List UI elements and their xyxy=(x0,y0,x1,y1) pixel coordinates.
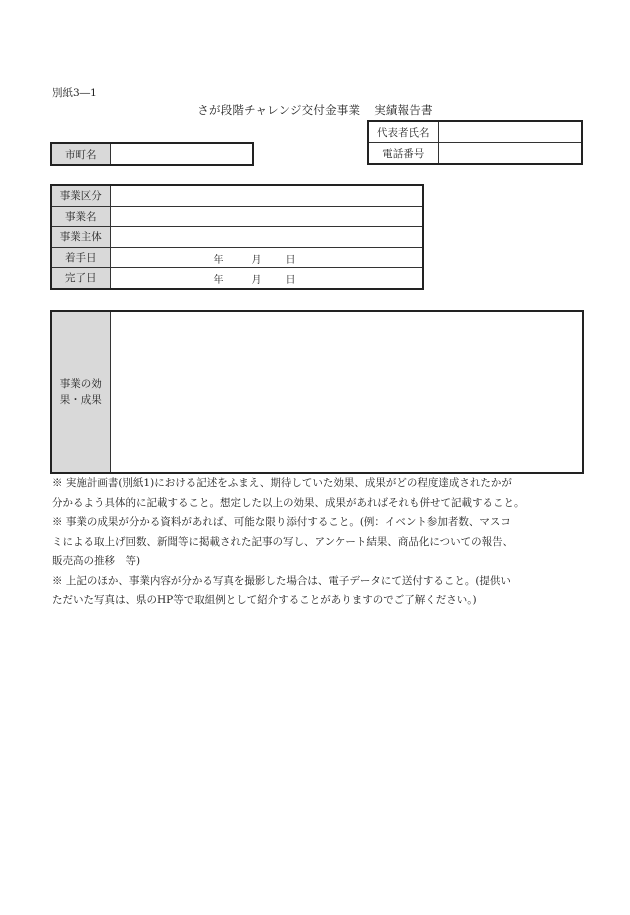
effect-label-line1: 事業の効 xyxy=(59,378,102,390)
end-date-label: 完了日 xyxy=(51,268,110,289)
project-category-row xyxy=(51,185,423,206)
municipality-row xyxy=(51,143,253,165)
project-owner-label: 事業主体 xyxy=(51,227,110,248)
project-info-table xyxy=(50,184,424,290)
project-category-label: 事業区分 xyxy=(51,185,110,206)
note-line: ミによる取上げ回数、新聞等に掲載された記事の写し、アンケート結果、商品化についての報告、 xyxy=(52,535,514,548)
representative-name-label: 代表者氏名 xyxy=(368,121,438,143)
start-month-label: 月 xyxy=(251,254,262,266)
effect-label xyxy=(51,311,110,473)
start-day-label: 日 xyxy=(285,254,296,266)
project-owner-row xyxy=(51,227,423,248)
note-line: 販売高の推移 等) xyxy=(52,555,141,567)
project-name-label: 事業名 xyxy=(51,206,110,227)
note-line: 分かるよう具体的に記載すること。想定した以上の効果、成果があればそれも併せて記載すること。 xyxy=(52,496,525,509)
end-day-label: 日 xyxy=(285,275,296,286)
form-id: 別紙3―1 xyxy=(52,87,97,99)
start-date-field[interactable] xyxy=(110,247,423,268)
effect-field[interactable] xyxy=(110,311,583,473)
start-date-label: 着手日 xyxy=(51,247,110,268)
note-line: ただいた写真は、県のHP等で取組例として紹介することがありますのでご了解ください。) xyxy=(52,594,477,606)
notes xyxy=(52,474,582,611)
document-title xyxy=(0,102,630,118)
end-date-row xyxy=(51,268,423,289)
title-main: さが段階チャレンジ交付金事業 xyxy=(197,103,361,117)
project-owner-field[interactable] xyxy=(110,227,423,248)
municipality-label: 市町名 xyxy=(51,143,110,165)
representative-name-row xyxy=(368,121,582,143)
municipality-field[interactable] xyxy=(110,143,253,165)
phone-label: 電話番号 xyxy=(368,143,438,165)
project-name-row xyxy=(51,206,423,227)
start-date-row xyxy=(51,247,423,268)
end-date-field[interactable] xyxy=(110,268,423,289)
representative-table xyxy=(367,120,583,165)
phone-row xyxy=(368,143,582,165)
note-line: ※ 実施計画書(別紙1)における記述をふまえ、期待していた効果、成果がどの程度達成されたかが xyxy=(52,477,512,489)
phone-field[interactable] xyxy=(438,143,582,165)
note-line: ※ 上記のほか、事業内容が分かる写真を撮影した場合は、電子データにて送付すること。(提供い xyxy=(52,574,511,587)
project-category-field[interactable] xyxy=(110,185,423,206)
effect-table xyxy=(50,310,584,474)
effect-label-line2: 果・成果 xyxy=(59,394,102,406)
title-sub: 実績報告書 xyxy=(374,103,433,117)
effect-row xyxy=(51,311,583,473)
start-year-label: 年 xyxy=(213,254,224,266)
municipality-table xyxy=(50,142,254,166)
end-year-label: 年 xyxy=(213,275,224,286)
note-line: ※ 事業の成果が分かる資料があれば、可能な限り添付すること。(例：イベント参加者数、マスコ xyxy=(52,516,511,528)
project-name-field[interactable] xyxy=(110,206,423,227)
representative-name-field[interactable] xyxy=(438,121,582,143)
end-month-label: 月 xyxy=(251,275,262,286)
